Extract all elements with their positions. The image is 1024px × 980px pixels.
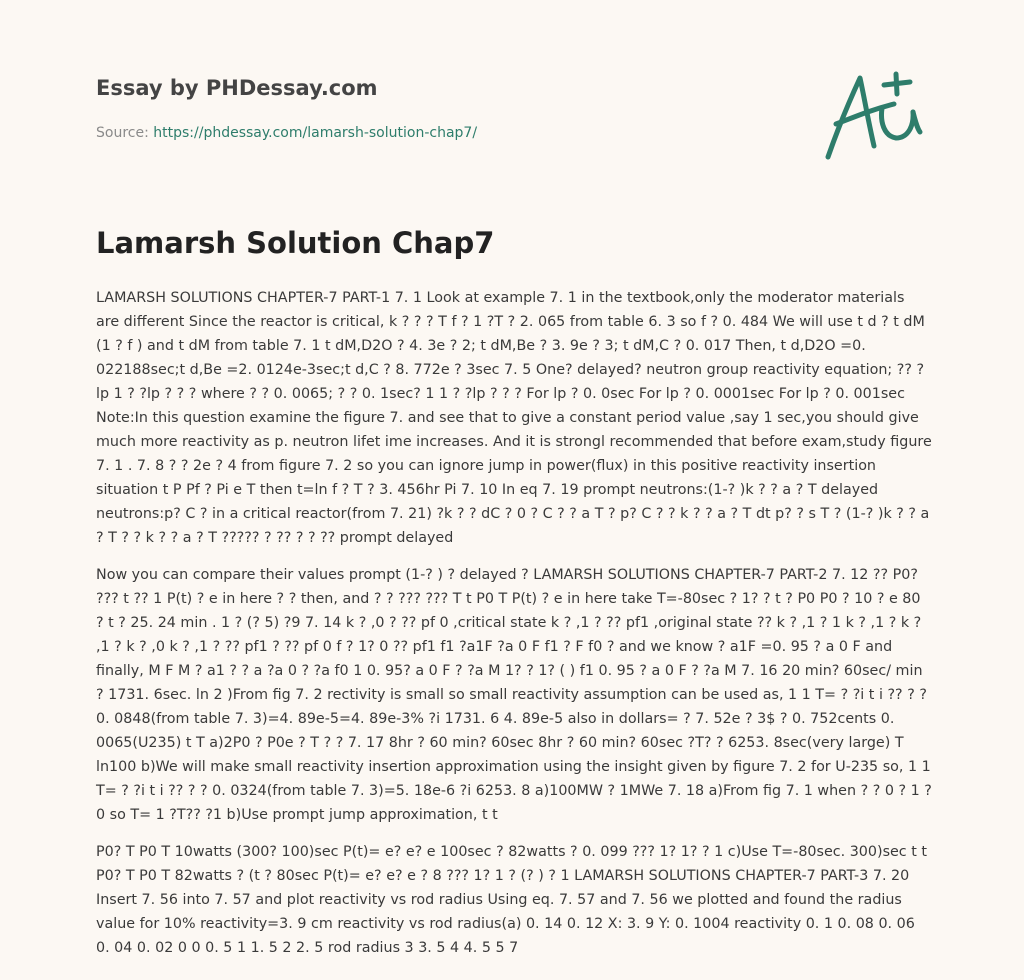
source-label: Source: xyxy=(96,125,149,141)
source-line xyxy=(96,125,477,141)
a-plus-grade-icon xyxy=(820,68,928,164)
essay-body xyxy=(96,286,932,973)
brand-title: Essay by PHDessay.com xyxy=(96,76,378,100)
source-link[interactable]: https://phdessay.com/lamarsh-solution-chap7/ xyxy=(153,125,478,141)
essay-paragraph-1: LAMARSH SOLUTIONS CHAPTER-7 PART-1 7. 1 Look at example 7. 1 in the textbook,only the moderator materials are different Since the reactor is critical, k ? ? ? T f ? 1 ?T ? 2. 065 from table 6. 3 so f ? 0. 484 We will use t d ? t dM (1 ? f ) and t dM from table 7. 1 t dM,D2O ? 4. 3e ? 2; t dM,Be ? 3. 9e ? 3; t dM,C ? 0. 017 Then, t d,D2O =0. 022188sec;t d,Be =2. 0124e-3sec;t d,C ? 8. 772e ? 3sec 7. 5 One? delayed? neutron group reactivity equation; ?? ?lp 1 ? ?lp ? ? ? where ? ? 0. 0065; ? ? 0. 1sec? 1 1 ? ?lp ? ? ? For lp ? 0. 0sec For lp ? 0. 0001sec For lp ? 0. 001sec Note:In this question examine the figure 7. and see that to give a constant period value ,say 1 sec,you should give much more reactivity as p. neutron lifet ime increases. And it is strongl recommended that before exam,study figure 7. 1 . 7. 8 ? ? 2e ? 4 from figure 7. 2 so you can ignore jump in power(flux) in this positive reactivity insertion situation t P Pf ? Pi e T then t=ln f ? T ? 3. 456hr Pi 7. 10 In eq 7. 19 prompt neutrons:(1-? )k ? ? a ? T delayed neutrons:p? C ? in a critical reactor(from 7. 21) ?k ? ? dC ? 0 ? C ? ? a T ? p? C ? ? k ? ? a ? T dt p? ? s T ? (1-? )k ? ? a ? T ? ? k ? ? a ? T ????? ? ?? ? ? ?? prompt delayed xyxy=(96,290,932,546)
essay-paragraph-3: P0? T P0 T 10watts (300? 100)sec P(t)= e? e? e 100sec ? 82watts ? 0. 099 ??? 1? 1? ? 1 c)Use T=-80sec. 300)sec t t P0? T P0 T 82watts ? (t ? 80sec P(t)= e? e? e ? 8 ??? 1? 1 ? (? ) ? 1 LAMARSH SOLUTIONS CHAPTER-7 PART-3 7. 20 Insert 7. 56 into 7. 57 and plot reactivity vs rod radius Using eq. 7. 57 and 7. 56 we plotted and found the radius value for 10% reactivity=3. 9 cm reactivity vs rod radius(a) 0. 14 0. 12 X: 3. 9 Y: 0. 1004 reactivity 0. 1 0. 08 0. 06 0. 04 0. 02 0 0 0. 5 1 1. 5 2 2. 5 rod radius 3 3. 5 4 4. 5 5 7 xyxy=(96,844,927,956)
essay-paragraph-2: Now you can compare their values prompt (1-? ) ? delayed ? LAMARSH SOLUTIONS CHAPTER-7 PART-2 7. 12 ?? P0? ??? t ?? 1 P(t) ? e in here ? ? then, and ? ? ??? ??? T t P0 T P(t) ? e in here take T=-80sec ? 1? ? t ? P0 P0 ? 10 ? e 80 ? t ? 25. 24 min . 1 ? (? 5) ?9 7. 14 k ? ,0 ? ?? pf 0 ,critical state k ? ,1 ? ?? pf1 ,original state ?? k ? ,1 ? 1 k ? ,1 ? k ? ,1 ? k ? ,0 k ? ,1 ? ?? pf1 ? ?? pf 0 f ? 1? 0 ?? pf1 f1 ?a1F ?a 0 F f1 ? F f0 ? and we know ? a1F =0. 95 ? a 0 F and finally, M F M ? a1 ? ? a ?a 0 ? ?a f0 1 0. 95? a 0 F ? ?a M 1? ? 1? ( ) f1 0. 95 ? a 0 F ? ?a M 7. 16 20 min? 60sec/ min ? 1731. 6sec. ln 2 )From fig 7. 2 rectivity is small so small reactivity assumption can be used as, 1 1 T= ? ?i t i ?? ? ? 0. 0848(from table 7. 3)=4. 89e-5=4. 89e-3% ?i 1731. 6 4. 89e-5 also in dollars= ? 7. 52e ? 3$ ? 0. 752cents 0. 0065(U235) t T a)2P0 ? P0e ? T ? ? 7. 17 8hr ? 60 min? 60sec 8hr ? 60 min? 60sec ?T? ? 6253. 8sec(very large) T ln100 b)We will make small reactivity insertion approximation using the insight given by figure 7. 2 for U-235 so, 1 1 T= ? ?i t i ?? ? ? 0. 0324(from table 7. 3)=5. 18e-6 ?i 6253. 8 a)100MW ? 1MWe 7. 18 a)From fig 7. 1 when ? ? 0 ? 1 ? 0 so T= 1 ?T?? ?1 b)Use prompt jump approximation, t t xyxy=(96,567,932,823)
page-title: Lamarsh Solution Chap7 xyxy=(96,226,495,260)
